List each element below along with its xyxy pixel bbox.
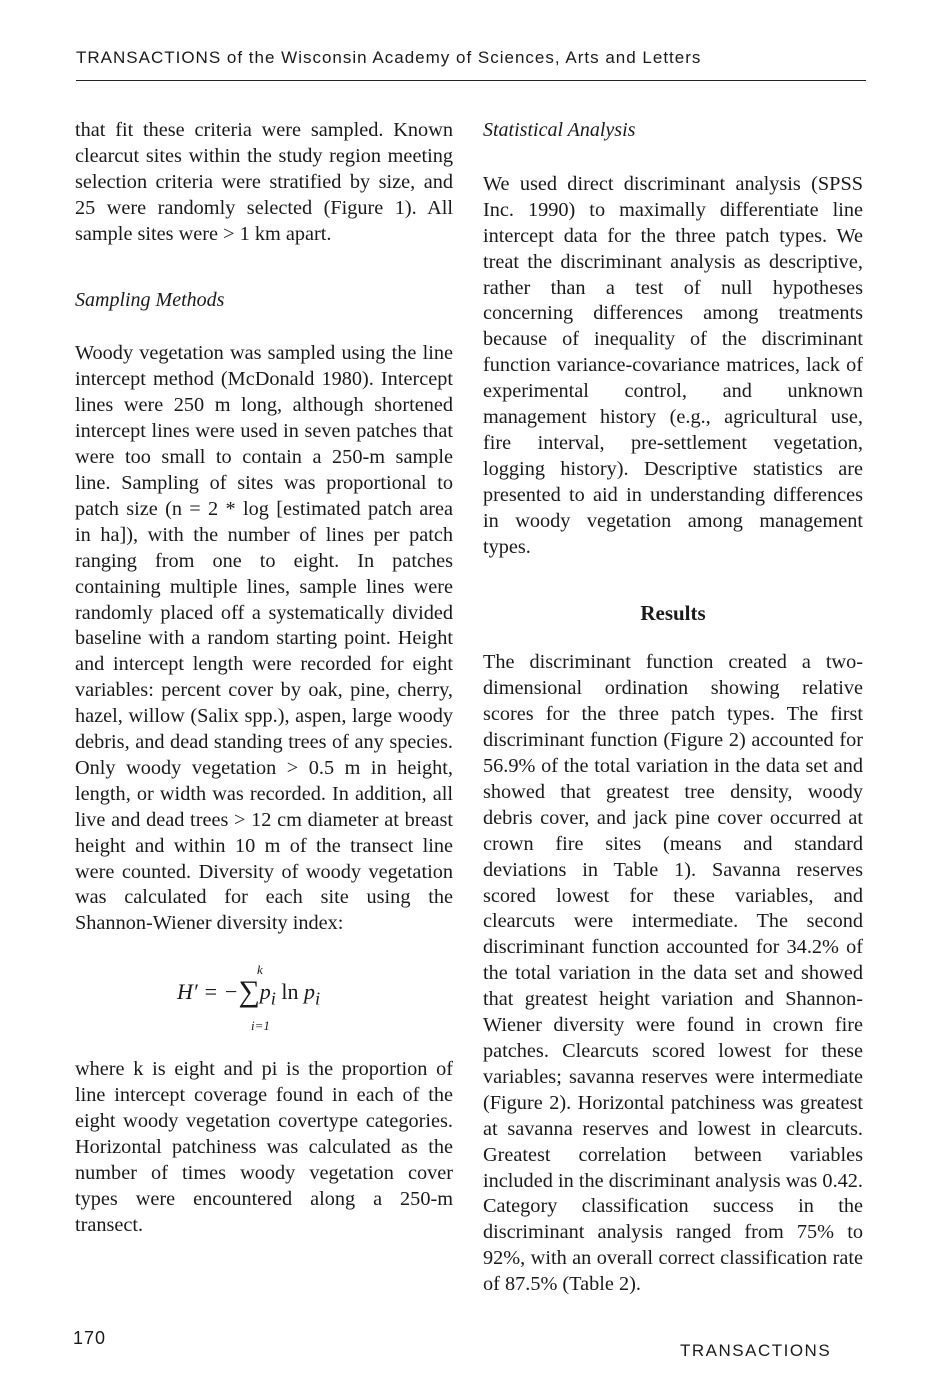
- equation-lower-limit: i=1: [251, 1018, 270, 1034]
- left-column: [75, 118, 453, 1239]
- equation-ln: ln: [275, 979, 305, 1005]
- equation-sigma: ∑: [238, 975, 260, 1009]
- sampling-paragraph-1: Woody vegetation was sampled using the line intercept method (McDonald 1980). Intercept lines were 250 m long, although shortened intercept lines were used in seven patches that were too small to contain a 250-m sample line. Sampling of sites was proportional to patch size (n = 2 * log [estimated patch area in ha]), with the number of lines per patch ranging from one to eight. In patches containing multiple lines, sample lines were randomly placed off a systematically divided baseline with a random starting point. Height and intercept length were recorded for eight variables: percent cover by oak, pine, cherry, hazel, willow (Salix spp.), aspen, large woody debris, and dead standing trees of any species. Only woody vegetation > 0.5 m in height, length, or width was recorded. In addition, all live and dead trees > 12 cm diameter at breast height and within 10 m of the transect line were counted. Diversity of woody vegetation was calculated for each site using the Shannon-Wiener diversity index:: [75, 342, 453, 935]
- statistical-analysis-paragraph: We used direct discriminant analysis (SPSS Inc. 1990) to maximally differentiate line intercept data for the three patch types. We treat the discriminant analysis as descriptive, rather than a test of null hypotheses concerning differences among treatments because of inequality of the discriminant function variance-covariance matrices, lack of experimental control, and unknown management history (e.g., agricultural use, fire interval, pre-settlement vegetation, logging history). Descriptive statistics are presented to aid in understanding differences in woody vegetation among management types.: [483, 172, 863, 558]
- equation-lhs: H′ = −: [177, 979, 239, 1005]
- equation-subscript-i: i: [270, 988, 276, 1009]
- equation-p: p: [259, 979, 271, 1005]
- results-heading: Results: [640, 600, 706, 625]
- equation-body: [177, 977, 320, 1012]
- right-column: [483, 118, 863, 1298]
- equation-subscript-i-2: i: [315, 988, 321, 1009]
- shannon-wiener-equation: [75, 957, 453, 1037]
- journal-header: TRANSACTIONS of the Wisconsin Academy of Sciences, Arts and Letters: [76, 48, 702, 67]
- equation-p-2: p: [304, 979, 316, 1005]
- header-rule: [76, 80, 866, 81]
- running-footer-title: TRANSACTIONS: [680, 1341, 832, 1360]
- sampling-paragraph-2: where k is eight and pi is the proportion of line intercept coverage found in each of the eight woody vegetation covertype categories. Horizontal patchiness was calculated as the number of times woody vegetation cover types were encountered along a 250-m transect.: [75, 1058, 453, 1236]
- intro-paragraph: that fit these criteria were sampled. Known clearcut sites within the study region meeting selection criteria were stratified by size, and 25 were randomly selected (Figure 1). All sample sites were > 1 km apart.: [75, 119, 453, 245]
- statistical-analysis-heading: Statistical Analysis: [483, 119, 636, 141]
- page-number: 170: [73, 1328, 107, 1348]
- sampling-methods-heading: Sampling Methods: [75, 288, 225, 311]
- results-paragraph: The discriminant function created a two-dimensional ordination showing relative scores for the three patch types. The first discriminant function (Figure 2) accounted for 56.9% of the total variation in the data set and showed that greatest tree density, woody debris cover, and jack pine cover occurred at crown fire sites (means and standard deviations in Table 1). Savanna reserves scored lowest for these variables, and clearcuts were intermediate. The second discriminant function accounted for 34.2% of the total variation in the data set and showed that greatest height variation and Shannon-Wiener diversity were found in crown fire patches. Clearcuts scored lowest for these variables; savanna reserves were intermediate (Figure 2). Horizontal patchiness was greatest at savanna reserves and lowest in clearcuts. Greatest correlation between variables included in the discriminant analysis was 0.42. Category classification success in the discriminant analysis ranged from 75% to 92%, with an overall correct classification rate of 87.5% (Table 2).: [483, 651, 863, 1296]
- equation-upper-limit: k: [257, 962, 263, 978]
